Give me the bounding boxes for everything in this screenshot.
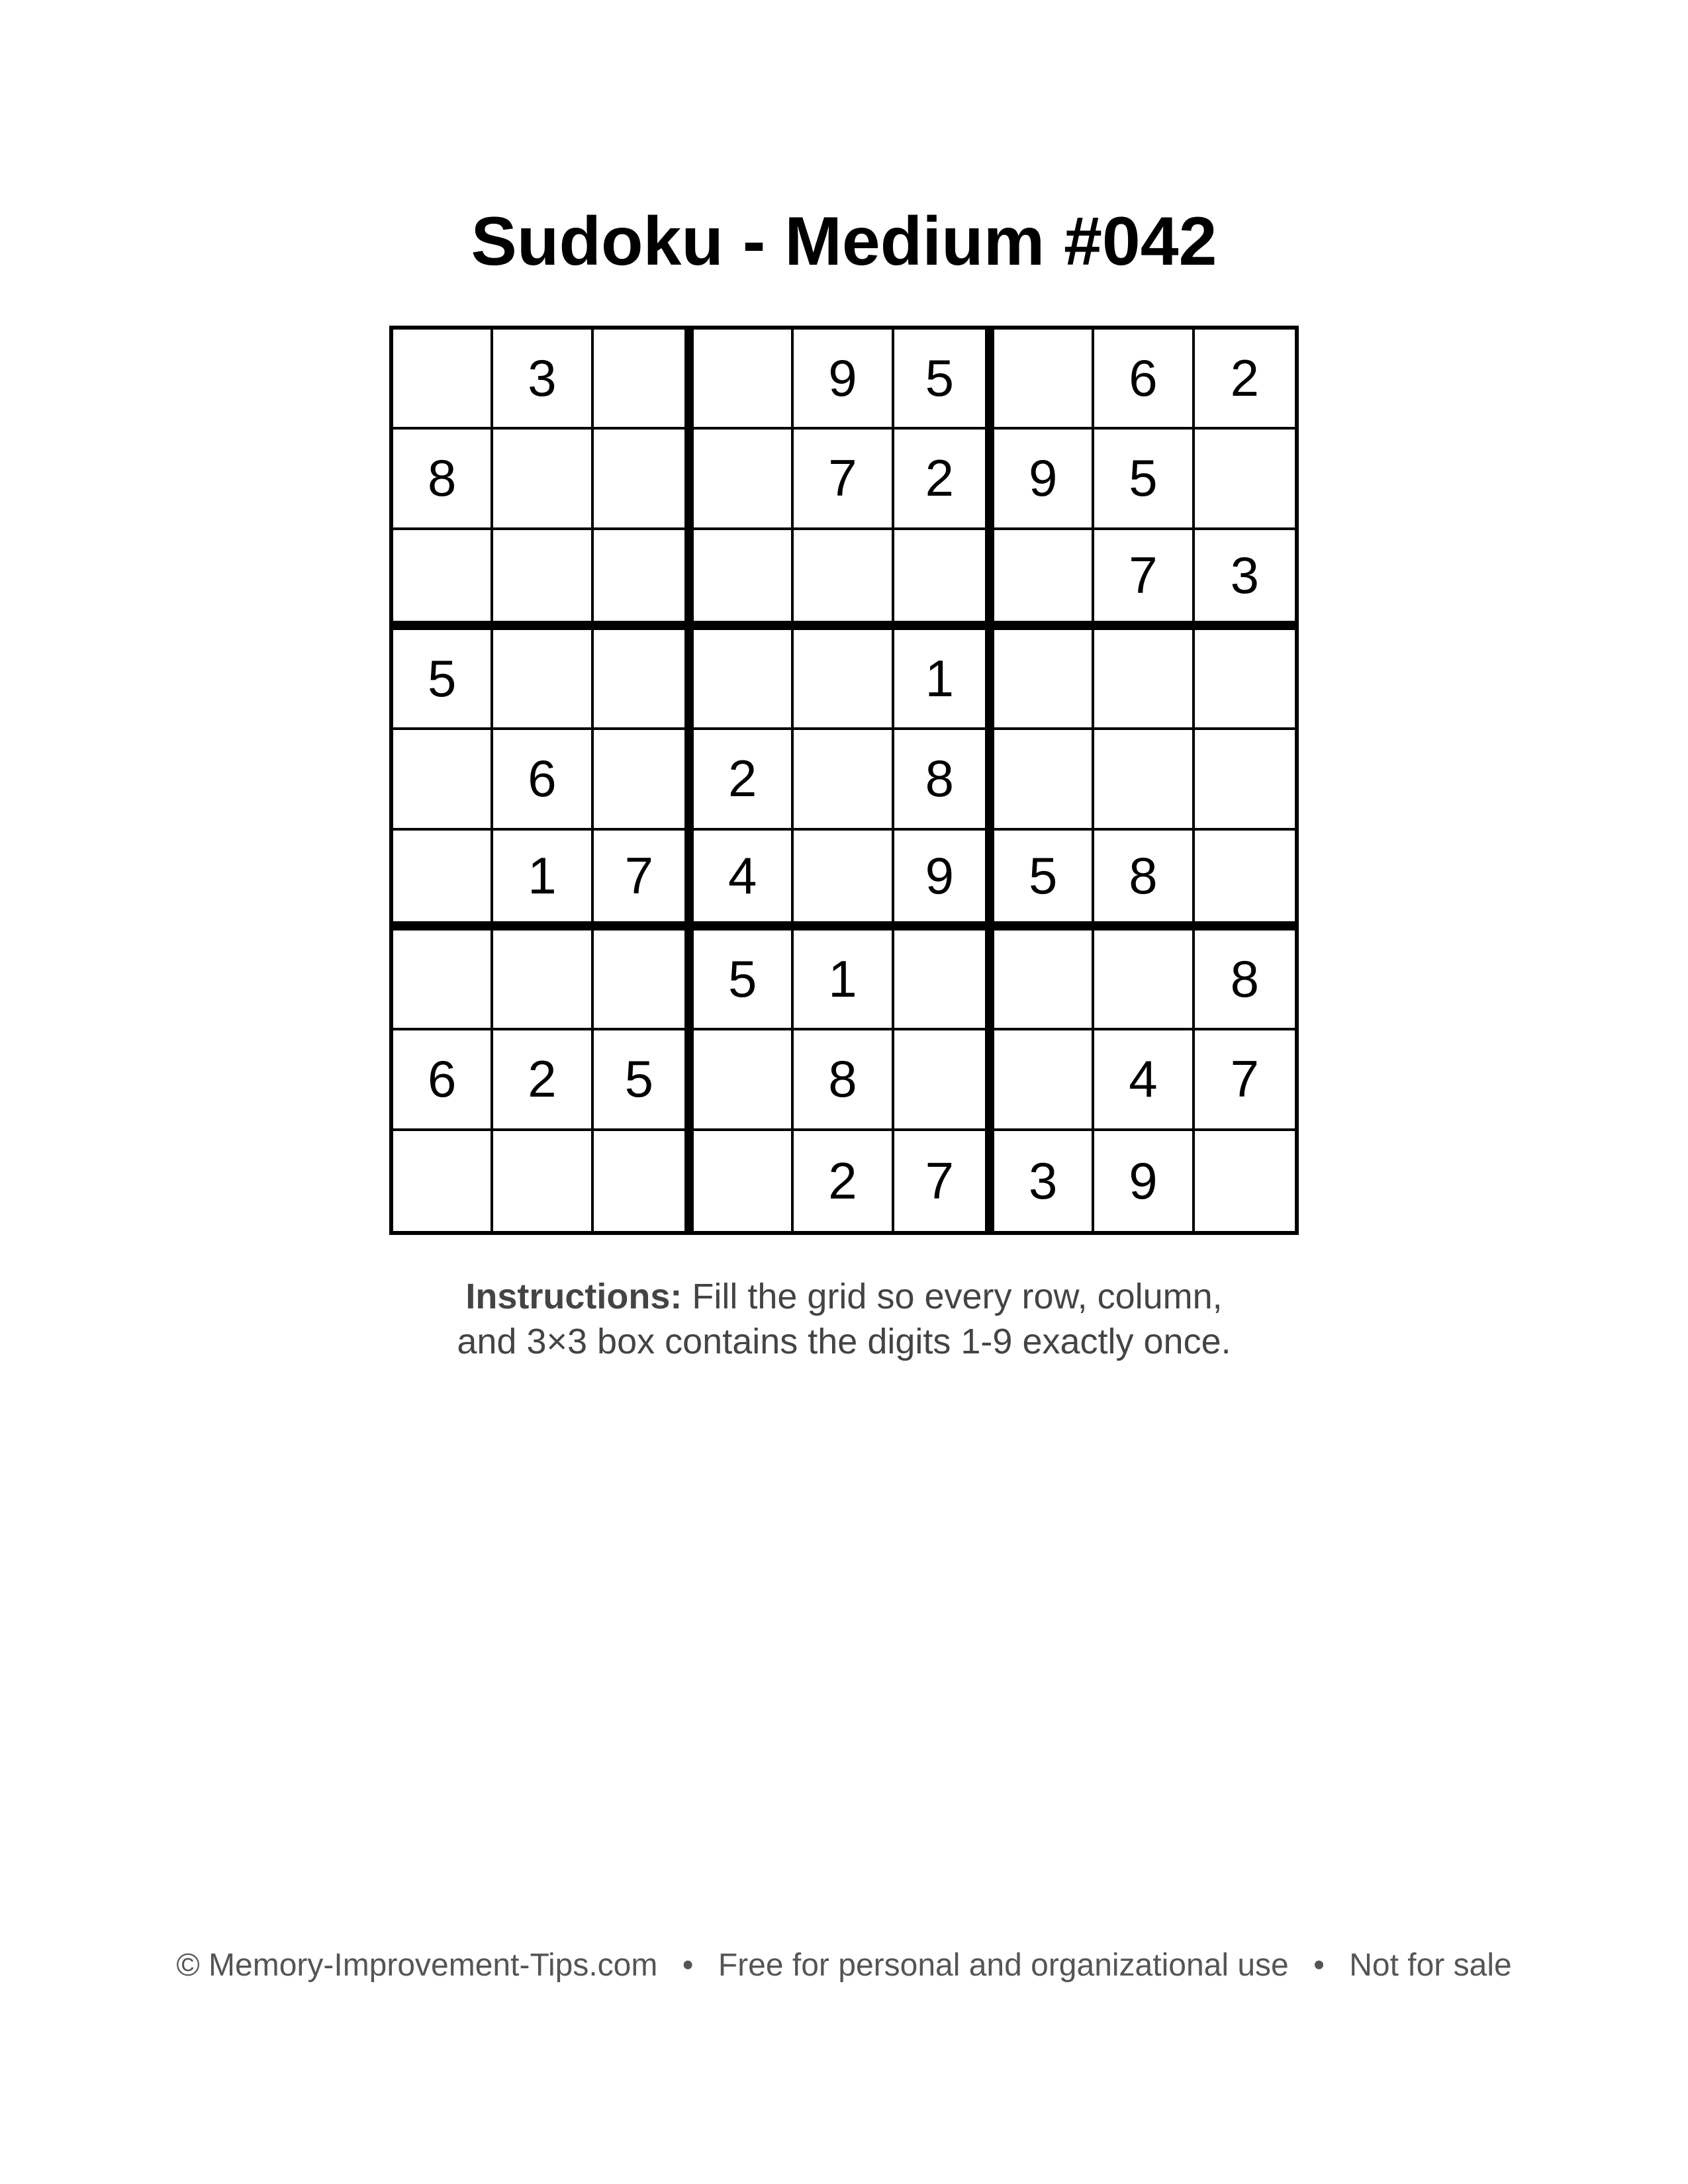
sudoku-empty-cell[interactable] xyxy=(493,1131,593,1231)
sudoku-given-cell: 5 xyxy=(894,330,994,430)
sudoku-empty-cell[interactable] xyxy=(994,730,1094,830)
sudoku-empty-cell[interactable] xyxy=(594,630,694,730)
sudoku-given-cell: 3 xyxy=(493,330,593,430)
sudoku-empty-cell[interactable] xyxy=(1195,630,1295,730)
sudoku-empty-cell[interactable] xyxy=(1094,931,1194,1030)
page-title: Sudoku - Medium #042 xyxy=(471,203,1217,280)
sudoku-empty-cell[interactable] xyxy=(694,330,794,430)
sudoku-given-cell: 1 xyxy=(894,630,994,730)
sudoku-given-cell: 3 xyxy=(994,1131,1094,1231)
sudoku-empty-cell[interactable] xyxy=(393,330,493,430)
sudoku-given-cell: 8 xyxy=(894,730,994,830)
sudoku-given-cell: 5 xyxy=(694,931,794,1030)
sudoku-grid xyxy=(389,326,1299,1235)
sudoku-empty-cell[interactable] xyxy=(994,330,1094,430)
sudoku-empty-cell[interactable] xyxy=(694,530,794,630)
sudoku-given-cell: 7 xyxy=(1094,530,1194,630)
sudoku-empty-cell[interactable] xyxy=(894,530,994,630)
sudoku-given-cell: 8 xyxy=(393,430,493,529)
sudoku-given-cell: 5 xyxy=(594,1030,694,1130)
instructions-label: Instructions: xyxy=(465,1277,682,1316)
sudoku-given-cell: 4 xyxy=(1094,1030,1194,1130)
sudoku-empty-cell[interactable] xyxy=(694,630,794,730)
sudoku-empty-cell[interactable] xyxy=(493,630,593,730)
sudoku-empty-cell[interactable] xyxy=(694,1131,794,1231)
sudoku-given-cell: 8 xyxy=(1094,831,1194,931)
sudoku-empty-cell[interactable] xyxy=(393,530,493,630)
footer-copyright: © Memory-Improvement-Tips.com xyxy=(176,1948,658,1983)
sudoku-empty-cell[interactable] xyxy=(794,831,894,931)
sudoku-given-cell: 2 xyxy=(1195,330,1295,430)
footer-notice: Not for sale xyxy=(1349,1948,1512,1983)
sudoku-empty-cell[interactable] xyxy=(1195,1131,1295,1231)
sudoku-given-cell: 5 xyxy=(1094,430,1194,529)
sudoku-empty-cell[interactable] xyxy=(1195,430,1295,529)
sudoku-empty-cell[interactable] xyxy=(1094,630,1194,730)
sudoku-empty-cell[interactable] xyxy=(994,530,1094,630)
sudoku-empty-cell[interactable] xyxy=(594,1131,694,1231)
sudoku-given-cell: 9 xyxy=(994,430,1094,529)
sudoku-empty-cell[interactable] xyxy=(1195,730,1295,830)
sudoku-empty-cell[interactable] xyxy=(393,1131,493,1231)
footer-license: Free for personal and organizational use xyxy=(718,1948,1289,1983)
sudoku-given-cell: 7 xyxy=(794,430,894,529)
sudoku-empty-cell[interactable] xyxy=(994,1030,1094,1130)
instructions xyxy=(0,1274,1688,1364)
sudoku-given-cell: 2 xyxy=(794,1131,894,1231)
instructions-text-1: Fill the grid so every row, column, xyxy=(692,1277,1223,1316)
sudoku-given-cell: 7 xyxy=(1195,1030,1295,1130)
sudoku-empty-cell[interactable] xyxy=(594,530,694,630)
sudoku-empty-cell[interactable] xyxy=(794,530,894,630)
sudoku-given-cell: 9 xyxy=(794,330,894,430)
footer xyxy=(0,1946,1688,1985)
sudoku-given-cell: 4 xyxy=(694,831,794,931)
sudoku-empty-cell[interactable] xyxy=(794,730,894,830)
sudoku-empty-cell[interactable] xyxy=(1195,831,1295,931)
sudoku-given-cell: 6 xyxy=(1094,330,1194,430)
sudoku-empty-cell[interactable] xyxy=(594,730,694,830)
sudoku-empty-cell[interactable] xyxy=(994,630,1094,730)
sudoku-given-cell: 2 xyxy=(894,430,994,529)
sudoku-given-cell: 6 xyxy=(493,730,593,830)
sudoku-empty-cell[interactable] xyxy=(594,330,694,430)
sudoku-empty-cell[interactable] xyxy=(694,1030,794,1130)
sudoku-given-cell: 7 xyxy=(594,831,694,931)
sudoku-empty-cell[interactable] xyxy=(393,730,493,830)
sudoku-empty-cell[interactable] xyxy=(493,430,593,529)
sudoku-given-cell: 1 xyxy=(794,931,894,1030)
sudoku-given-cell: 6 xyxy=(393,1030,493,1130)
sudoku-given-cell: 1 xyxy=(493,831,593,931)
sudoku-empty-cell[interactable] xyxy=(393,831,493,931)
sudoku-empty-cell[interactable] xyxy=(594,430,694,529)
sudoku-given-cell: 9 xyxy=(1094,1131,1194,1231)
sudoku-given-cell: 8 xyxy=(794,1030,894,1130)
sudoku-given-cell: 7 xyxy=(894,1131,994,1231)
sudoku-given-cell: 3 xyxy=(1195,530,1295,630)
sudoku-given-cell: 8 xyxy=(1195,931,1295,1030)
sudoku-given-cell: 5 xyxy=(393,630,493,730)
instructions-line-1 xyxy=(0,1274,1688,1319)
sudoku-empty-cell[interactable] xyxy=(393,931,493,1030)
sudoku-given-cell: 2 xyxy=(694,730,794,830)
footer-separator: • xyxy=(1313,1948,1325,1983)
sudoku-empty-cell[interactable] xyxy=(894,931,994,1030)
sudoku-empty-cell[interactable] xyxy=(1094,730,1194,830)
sudoku-given-cell: 2 xyxy=(493,1030,593,1130)
footer-separator: • xyxy=(682,1948,694,1983)
instructions-line-2: and 3×3 box contains the digits 1-9 exactly once. xyxy=(457,1322,1231,1361)
sudoku-empty-cell[interactable] xyxy=(594,931,694,1030)
sudoku-given-cell: 9 xyxy=(894,831,994,931)
sudoku-empty-cell[interactable] xyxy=(794,630,894,730)
sudoku-empty-cell[interactable] xyxy=(894,1030,994,1130)
sudoku-given-cell: 5 xyxy=(994,831,1094,931)
sudoku-empty-cell[interactable] xyxy=(694,430,794,529)
sudoku-empty-cell[interactable] xyxy=(994,931,1094,1030)
sudoku-empty-cell[interactable] xyxy=(493,931,593,1030)
sudoku-empty-cell[interactable] xyxy=(493,530,593,630)
